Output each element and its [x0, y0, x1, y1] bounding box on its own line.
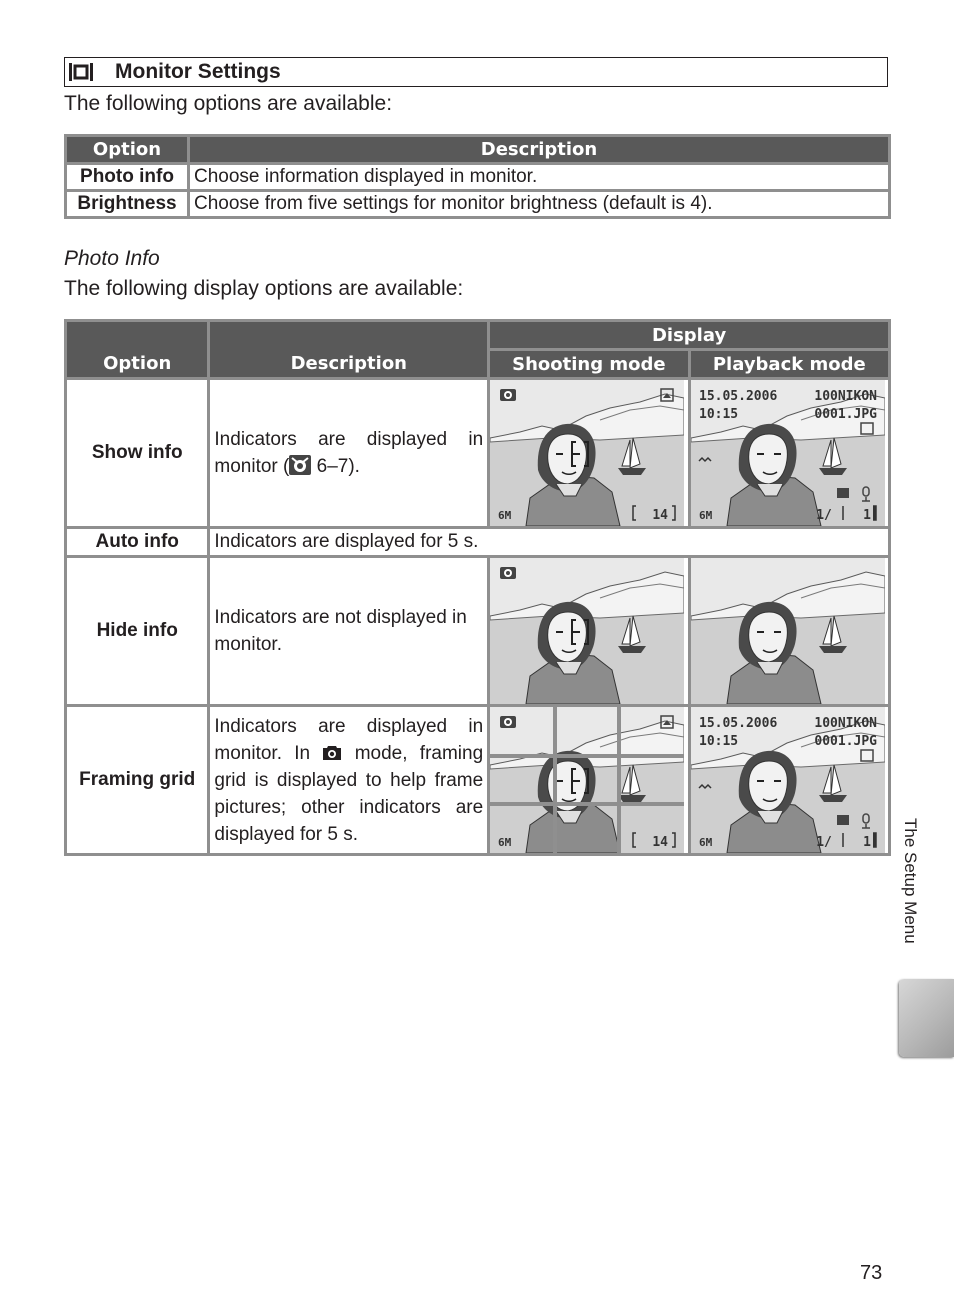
- option-cell: Show info: [67, 380, 207, 526]
- option-cell: Brightness: [67, 192, 187, 216]
- frame-counter: 1/ 1: [815, 835, 871, 850]
- section-side-label: The Setup Menu: [901, 818, 920, 944]
- header-description: Description: [210, 322, 487, 377]
- description-text: mode, framing grid is displayed to help frame pictures; other indicators are displayed for 5 s.: [214, 742, 484, 845]
- frame-counter: 1/ 1: [815, 508, 871, 523]
- table-row: [67, 192, 888, 216]
- playback-mode-preview: [691, 558, 885, 704]
- shooting-mode-preview: [490, 558, 684, 704]
- date-label: 15.05.2006: [698, 389, 777, 404]
- description-text: Indicators are displayed in monitor. In: [214, 715, 484, 764]
- description-cell: Indicators are displayed for 5 s.: [210, 529, 888, 555]
- header-description: Description: [190, 137, 888, 162]
- options-table: [64, 134, 891, 219]
- description-cell: Choose from five settings for monitor brightness (default is 4).: [190, 192, 888, 216]
- camera-icon: [322, 744, 342, 761]
- option-cell: Framing grid: [67, 707, 207, 853]
- image-mode-label: 6M: [698, 509, 712, 522]
- photo-info-table: [64, 319, 891, 856]
- monitor-icon: [68, 62, 94, 82]
- file-label: 0001.JPG: [813, 734, 877, 749]
- description-cell: [210, 380, 487, 526]
- time-label: 10:15: [698, 407, 738, 422]
- header-option: Option: [67, 137, 187, 162]
- table-row: [67, 529, 888, 555]
- image-mode-label: 6M: [698, 836, 712, 849]
- description-cell: Choose information displayed in monitor.: [190, 165, 888, 189]
- header-shooting-mode: Shooting mode: [490, 351, 687, 377]
- image-mode-label: 6M: [498, 509, 512, 522]
- intro-text: The following options are available:: [64, 92, 393, 115]
- playback-mode-preview: [691, 380, 885, 526]
- description-cell: Indicators are not displayed in monitor.: [210, 558, 487, 704]
- table-row: [67, 165, 888, 189]
- table-row: [67, 558, 888, 704]
- file-label: 0001.JPG: [813, 407, 877, 422]
- option-cell: Hide info: [67, 558, 207, 704]
- playback-mode-preview: [691, 707, 885, 853]
- shooting-mode-preview: [490, 380, 684, 526]
- option-cell: Photo info: [67, 165, 187, 189]
- page-number: 73: [860, 1262, 883, 1284]
- folder-label: 100NIKON: [813, 389, 877, 404]
- shots-remaining: 14: [652, 508, 669, 523]
- section-title-bar: [64, 57, 888, 87]
- header-display: Display: [490, 322, 888, 348]
- shooting-mode-preview: [490, 707, 684, 853]
- date-label: 15.05.2006: [698, 716, 777, 731]
- description-cell: [210, 707, 487, 853]
- image-mode-label: 6M: [498, 836, 512, 849]
- section-tab: [899, 979, 954, 1057]
- header-playback-mode: Playback mode: [691, 351, 888, 377]
- folder-label: 100NIKON: [813, 716, 877, 731]
- header-option: Option: [67, 322, 207, 377]
- table-row: [67, 380, 888, 526]
- description-text: Indicators are displayed in monitor (: [214, 429, 484, 477]
- shots-remaining: 14: [652, 835, 669, 850]
- photo-info-intro: The following display options are available:: [64, 277, 464, 300]
- section-title: Monitor Settings: [115, 60, 281, 83]
- option-cell: Auto info: [67, 529, 207, 555]
- reference-icon: [289, 455, 311, 475]
- table-row: [67, 707, 888, 853]
- description-text: 6–7).: [311, 456, 360, 477]
- photo-info-heading: Photo Info: [64, 247, 160, 270]
- time-label: 10:15: [698, 734, 738, 749]
